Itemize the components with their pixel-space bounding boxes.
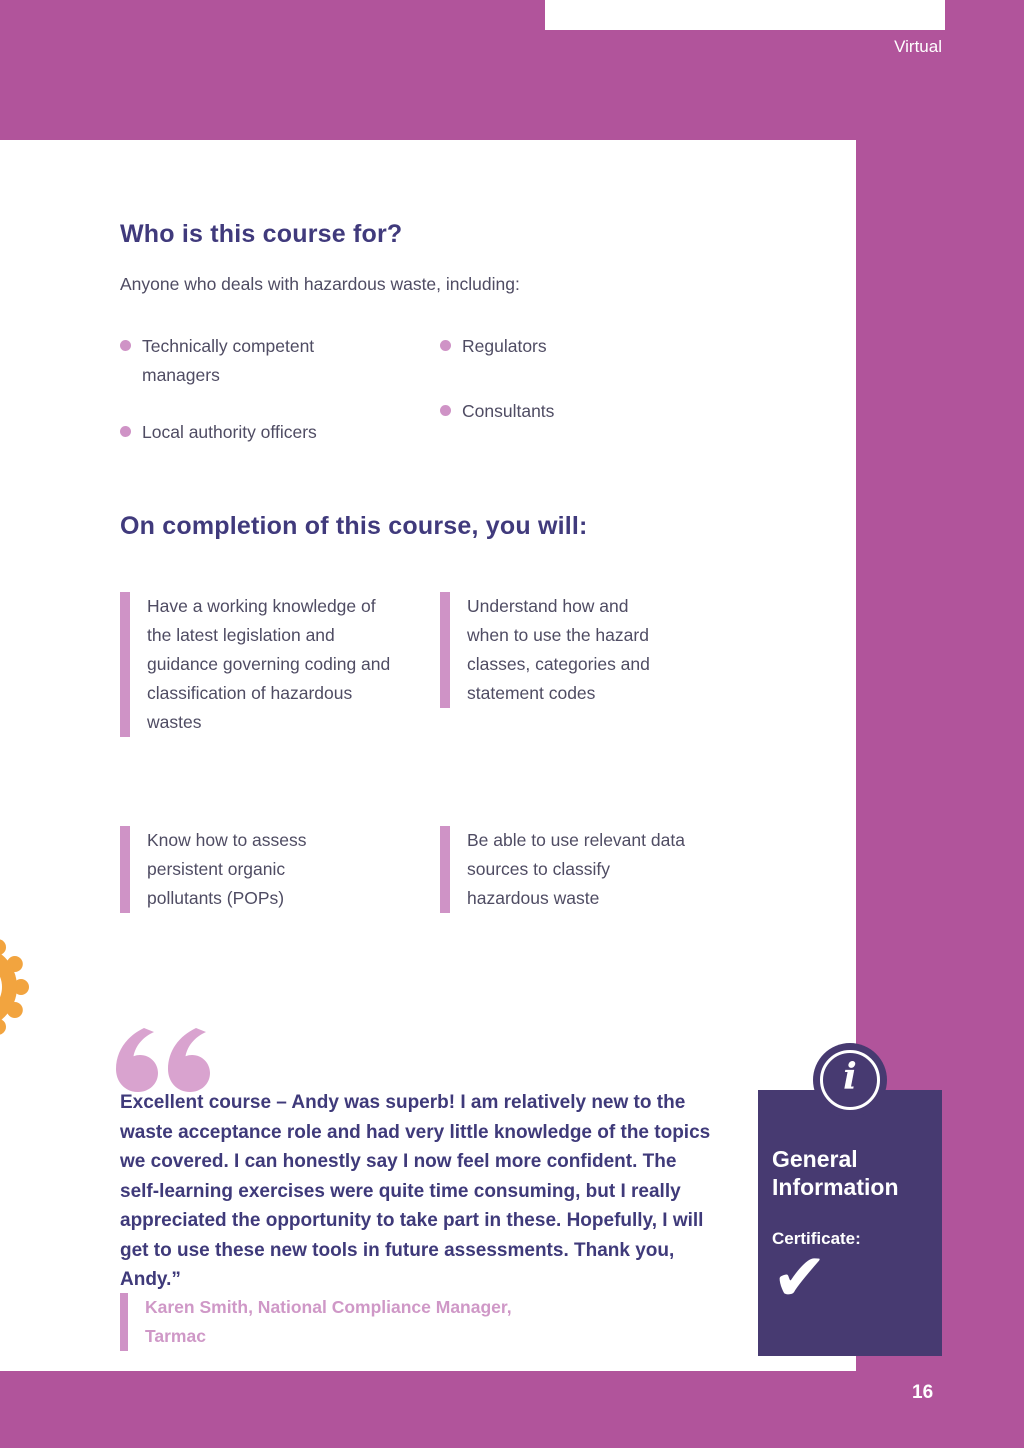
scalloped-badge-icon: [0, 932, 30, 1042]
outcome-item: [440, 826, 685, 913]
bullet-icon: [120, 426, 131, 437]
accent-bar: [120, 1293, 128, 1351]
accent-bar: [440, 826, 450, 913]
outcome-text: Be able to use relevant data sources to classify hazardous waste: [467, 830, 685, 908]
panel-title: [772, 1145, 928, 1201]
attribution-text: [145, 1293, 512, 1351]
list-item: [120, 332, 355, 390]
page-number: 16: [912, 1382, 934, 1403]
info-icon: [813, 1043, 887, 1117]
list-item-label: Consultants: [462, 401, 555, 421]
outcome-text: Understand how and when to use the hazard classes, categories and statement codes: [467, 596, 650, 703]
audience-list-col2: [440, 332, 675, 426]
bullet-icon: [440, 340, 451, 351]
bullet-icon: [120, 340, 131, 351]
audience-list-col1: [120, 332, 355, 447]
outcome-text: Have a working knowledge of the latest legislation and guidance governing coding and classification of hazardous wastes: [147, 596, 391, 732]
outcome-text: Know how to assess persistent organic pollutants (POPs): [147, 830, 307, 908]
bullet-icon: [440, 405, 451, 416]
info-icon-glyph: i: [843, 1056, 857, 1098]
panel-title-line2: Information: [772, 1174, 899, 1200]
list-item: [440, 397, 675, 426]
accent-bar: [440, 592, 450, 708]
completion-section-title: On completion of this course, you will:: [120, 512, 588, 540]
list-item-label: Technically competent managers: [142, 336, 315, 385]
quote-icon: [116, 1028, 212, 1097]
list-item-label: Regulators: [462, 336, 547, 356]
list-item-label: Local authority officers: [142, 422, 317, 442]
who-section-intro: Anyone who deals with hazardous waste, including:: [120, 274, 520, 294]
accent-bar: [120, 592, 130, 737]
top-white-tab: [545, 0, 945, 30]
attribution-line2: Tarmac: [145, 1326, 206, 1346]
certificate-label: Certificate:: [772, 1229, 861, 1248]
outcome-item: [120, 592, 398, 737]
checkmark-icon: ✔: [772, 1239, 828, 1316]
panel-title-line1: General: [772, 1146, 858, 1172]
outcome-item: [440, 592, 655, 708]
general-information-panel: [758, 1090, 942, 1356]
outcome-item: [120, 826, 360, 913]
delivery-mode-label: Virtual: [894, 37, 942, 56]
testimonial-quote: Excellent course – Andy was superb! I am relatively new to the waste acceptance role and had very little knowledge of the topics we covered. I can honestly say I now feel more confident. The self-learning exercises were quite time consuming, but I really appreciated the opportunity to take part in these. Hopefully, I will get to use these new tools in future assessments. Thank you, Andy.”: [120, 1092, 711, 1290]
testimonial-attribution: [120, 1293, 512, 1351]
list-item: [120, 418, 355, 447]
list-item: [440, 332, 675, 361]
who-section-title: Who is this course for?: [120, 220, 403, 248]
attribution-line1: Karen Smith, National Compliance Manager,: [145, 1297, 512, 1317]
accent-bar: [120, 826, 130, 913]
